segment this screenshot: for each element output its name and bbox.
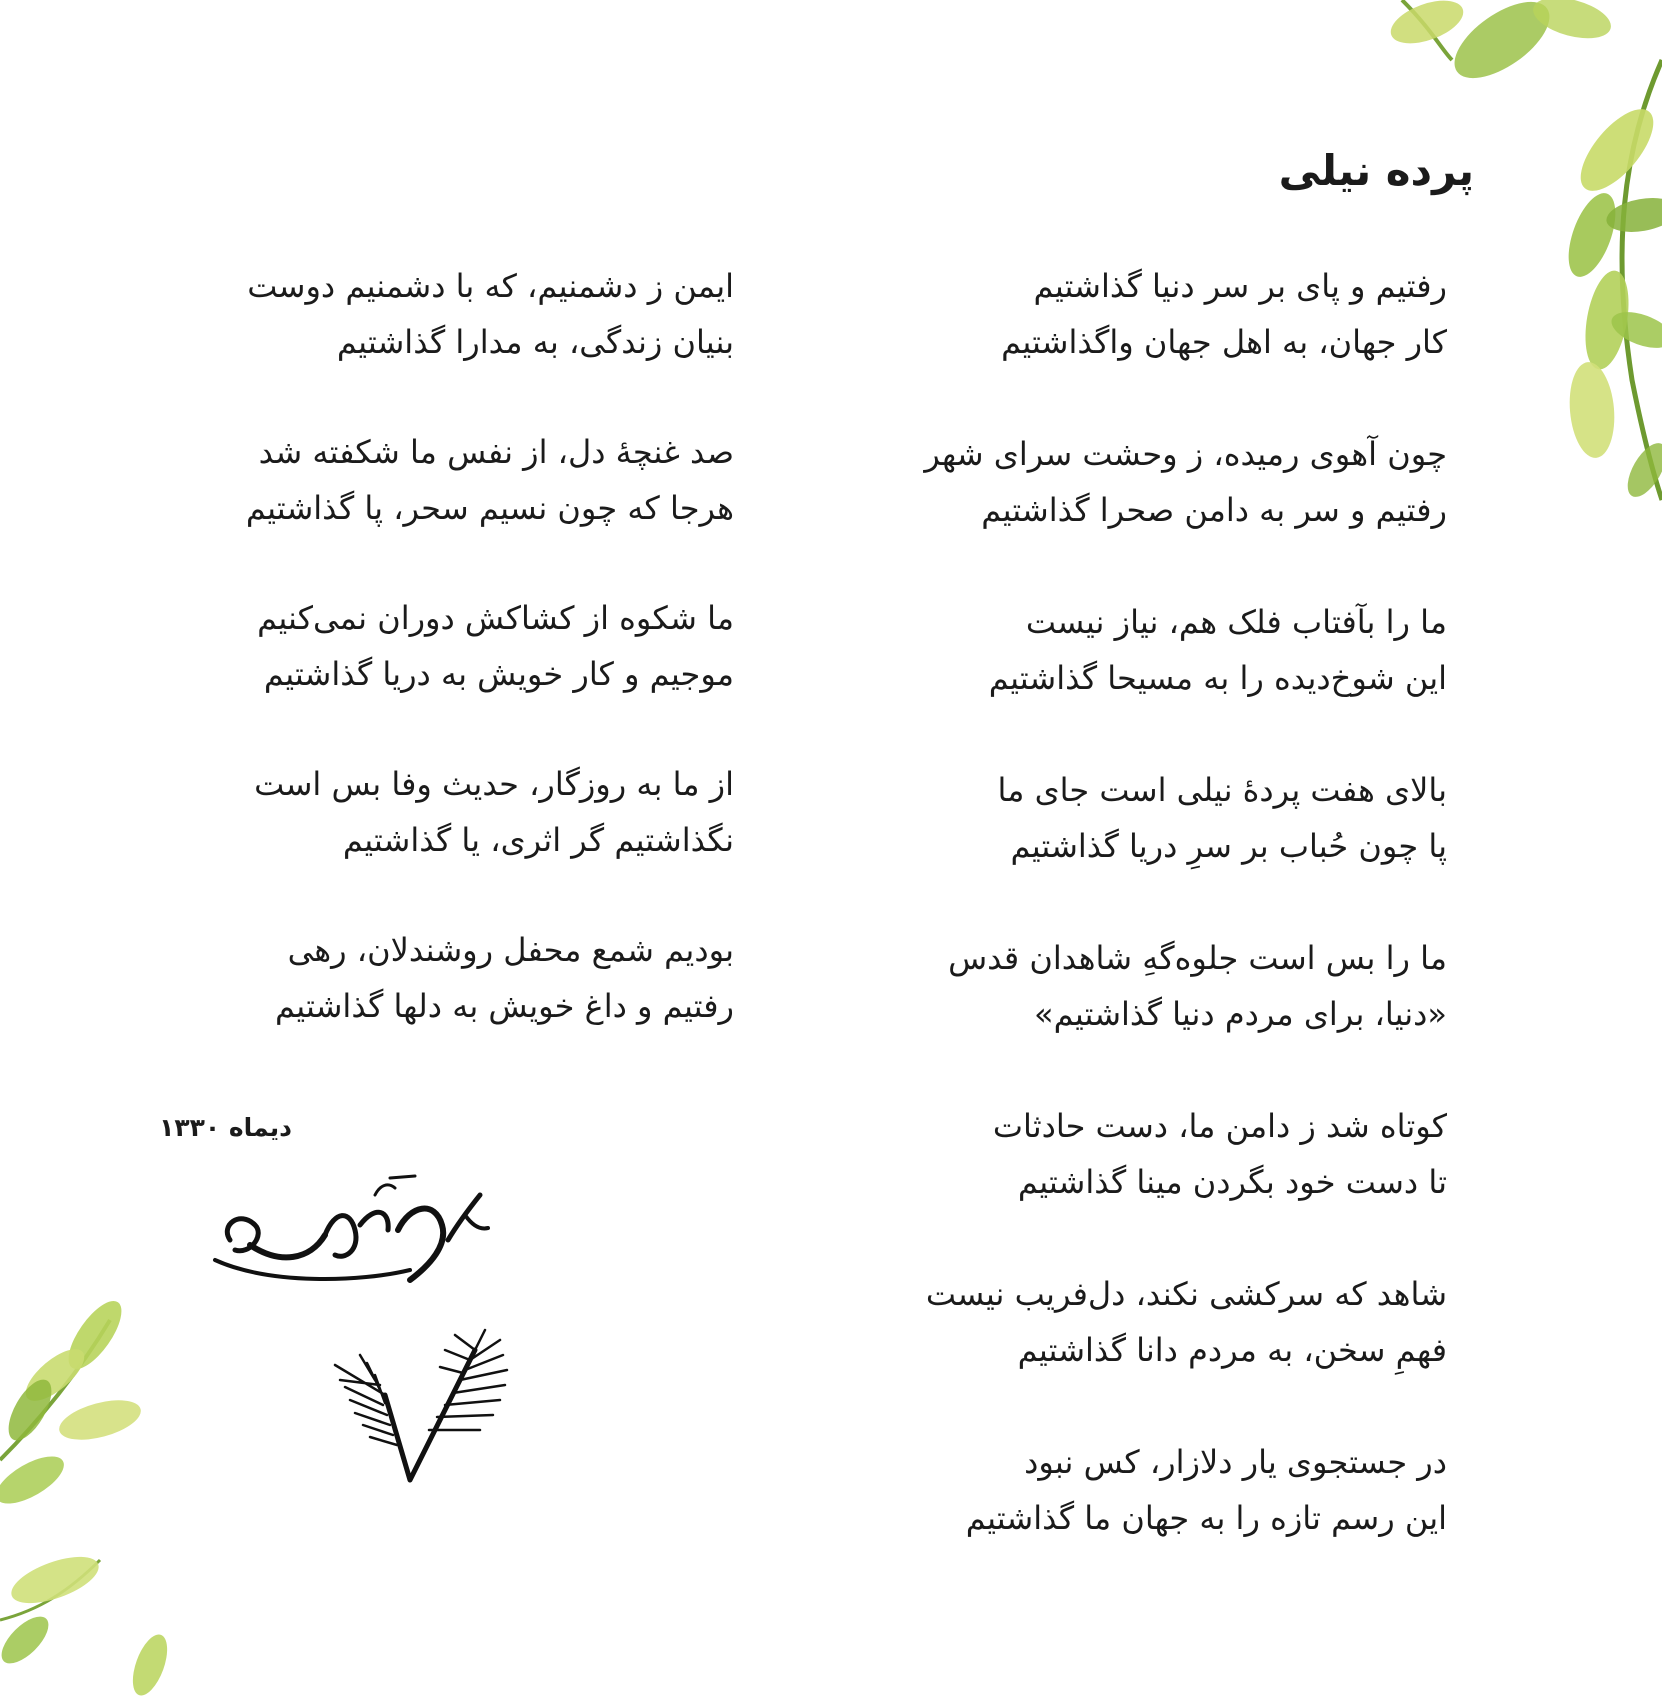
verse-line: فهمِ سخن، به مردم دانا گذاشتیم bbox=[1017, 1331, 1447, 1369]
verse-line: بنیان زندگی، به مدارا گذاشتیم bbox=[336, 323, 734, 361]
verse-line: ما را بآفتاب فلک هم، نیاز نیست bbox=[1025, 603, 1447, 641]
verse-line: «دنیا، برای مردم دنیا گذاشتیم» bbox=[1034, 995, 1447, 1033]
verse-line: ما شکوه از کشاکش دوران نمی‌کنیم bbox=[257, 599, 734, 637]
poem-date: دیماه ۱۳۳۰ bbox=[159, 1113, 292, 1142]
verse-line: کوتاه شد ز دامن ما، دست حادثات bbox=[992, 1107, 1447, 1145]
verse-line: ایمن ز دشمنیم، که با دشمنیم دوست bbox=[247, 267, 734, 305]
pine-sprig-icon bbox=[325, 1325, 535, 1485]
stanza bbox=[847, 258, 1447, 370]
verse-line: این شوخ‌دیده را به مسیحا گذاشتیم bbox=[988, 659, 1447, 697]
stanza bbox=[134, 424, 734, 536]
stanza bbox=[847, 594, 1447, 706]
stanza bbox=[134, 258, 734, 370]
verse-line: پا چون حُباب بر سرِ دریا گذاشتیم bbox=[1010, 827, 1447, 865]
verse-line: رفتیم و پای بر سر دنیا گذاشتیم bbox=[1033, 267, 1447, 305]
verse-line: موجیم و کار خویش به دریا گذاشتیم bbox=[263, 655, 734, 693]
stanza bbox=[847, 1434, 1447, 1546]
verse-line: تا دست خود بگردن مینا گذاشتیم bbox=[1017, 1163, 1447, 1201]
verse-line: رفتیم و سر به دامن صحرا گذاشتیم bbox=[981, 491, 1447, 529]
verse-line: از ما به روزگار، حدیث وفا بس است bbox=[254, 765, 734, 803]
stanza bbox=[847, 426, 1447, 538]
verse-line: شاهد که سرکشی نکند، دل‌فریب نیست bbox=[925, 1275, 1447, 1313]
verse-line: ما را بس است جلوه‌گهِ شاهدان قدس bbox=[948, 939, 1447, 977]
stanza bbox=[847, 1266, 1447, 1378]
verse-line: صد غنچهٔ دل، از نفس ما شکفته شد bbox=[258, 433, 734, 471]
stanza bbox=[847, 1098, 1447, 1210]
poem-column-left bbox=[134, 258, 734, 1088]
verse-line: بودیم شمع محفل روشندلان، رهی bbox=[287, 931, 734, 969]
verse-line: کار جهان، به اهل جهان واگذاشتیم bbox=[1001, 323, 1447, 361]
verse-line: نگذاشتیم گر اثری، یا گذاشتیم bbox=[342, 821, 734, 859]
stanza bbox=[134, 756, 734, 868]
verse-line: هرجا که چون نسیم سحر، پا گذاشتیم bbox=[245, 489, 734, 527]
verse-line: بالای هفت پردهٔ نیلی است جای ما bbox=[997, 771, 1447, 809]
stanza bbox=[134, 922, 734, 1034]
stanza bbox=[847, 930, 1447, 1042]
verse-line: رفتیم و داغ خویش به دلها گذاشتیم bbox=[275, 987, 734, 1025]
leaves-decoration-bottom-left bbox=[0, 1290, 190, 1700]
verse-line: چون آهوی رمیده، ز وحشت سرای شهر bbox=[924, 435, 1447, 473]
signature bbox=[210, 1170, 500, 1290]
poem-title: پرده نیلی bbox=[1278, 146, 1474, 195]
stanza bbox=[847, 762, 1447, 874]
verse-line: این رسم تازه را به جهان ما گذاشتیم bbox=[965, 1499, 1447, 1537]
poem-column-right bbox=[847, 258, 1447, 1602]
stanza bbox=[134, 590, 734, 702]
verse-line: در جستجوی یار دلازار، کس نبود bbox=[1024, 1443, 1447, 1481]
